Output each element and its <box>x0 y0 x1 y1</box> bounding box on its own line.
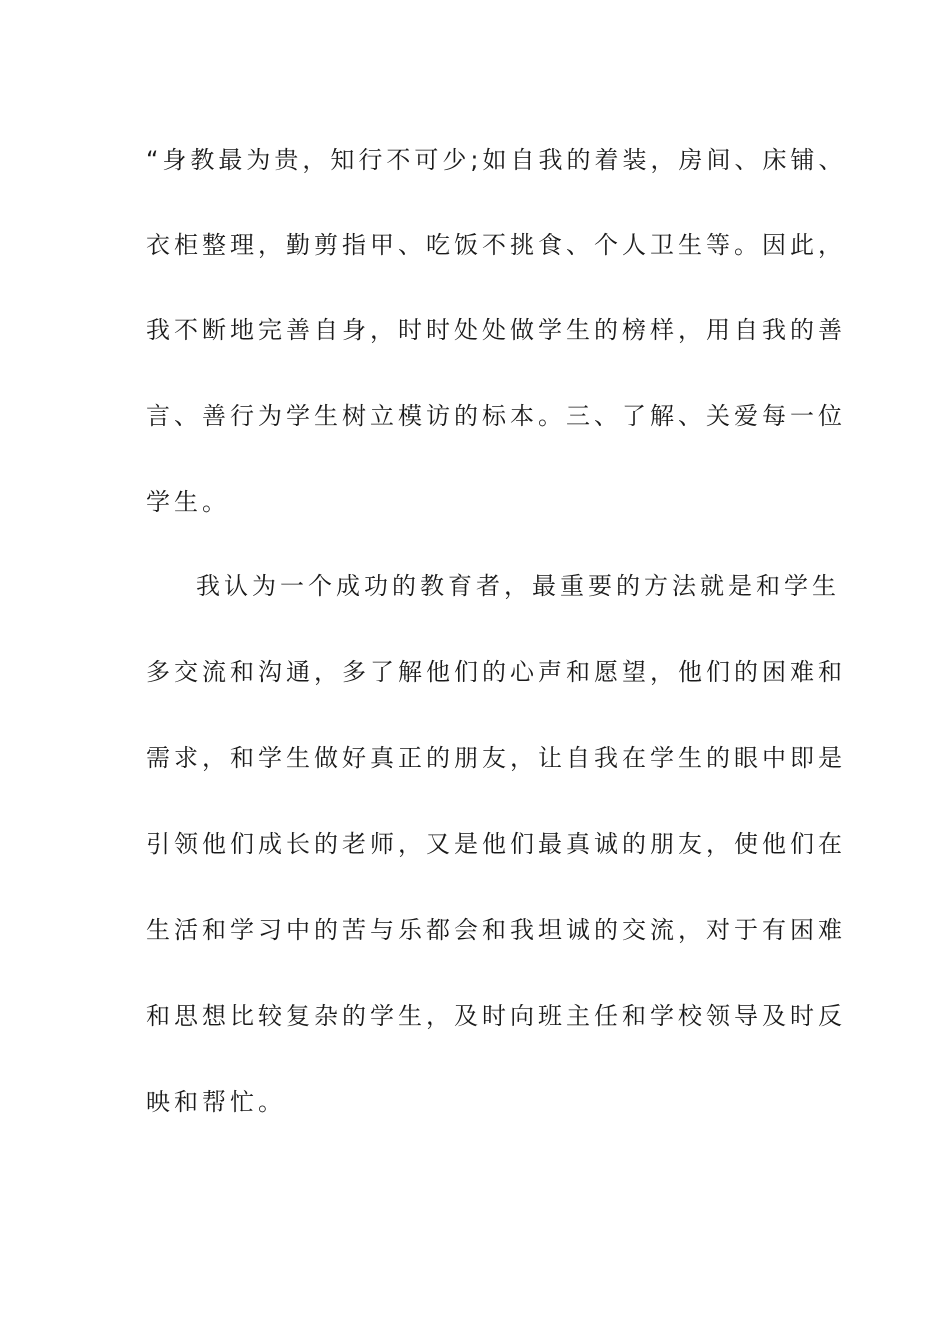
text-line: 和思想比较复杂的学生，及时向班主任和学校领导及时反 <box>146 1002 846 1030</box>
text-line: 我认为一个成功的教育者，最重要的方法就是和学生 <box>196 572 840 600</box>
text-line: 我不断地完善自身，时时处处做学生的榜样，用自我的善 <box>146 316 846 344</box>
text-line: “身教最为贵，知行不可少;如自我的着装，房间、床铺、 <box>146 146 847 174</box>
text-line: 生活和学习中的苦与乐都会和我坦诚的交流，对于有困难 <box>146 916 846 944</box>
text-line: 学生。 <box>146 488 230 516</box>
text-line: 映和帮忙。 <box>146 1088 286 1116</box>
text-line: 需求，和学生做好真正的朋友，让自我在学生的眼中即是 <box>146 744 846 772</box>
text-line: 多交流和沟通，多了解他们的心声和愿望，他们的困难和 <box>146 658 846 686</box>
text-line: 言、善行为学生树立模访的标本。三、了解、关爱每一位 <box>146 402 846 430</box>
text-line: 引领他们成长的老师，又是他们最真诚的朋友，使他们在 <box>146 830 846 858</box>
text-line: 衣柜整理，勤剪指甲、吃饭不挑食、个人卫生等。因此， <box>146 231 846 259</box>
